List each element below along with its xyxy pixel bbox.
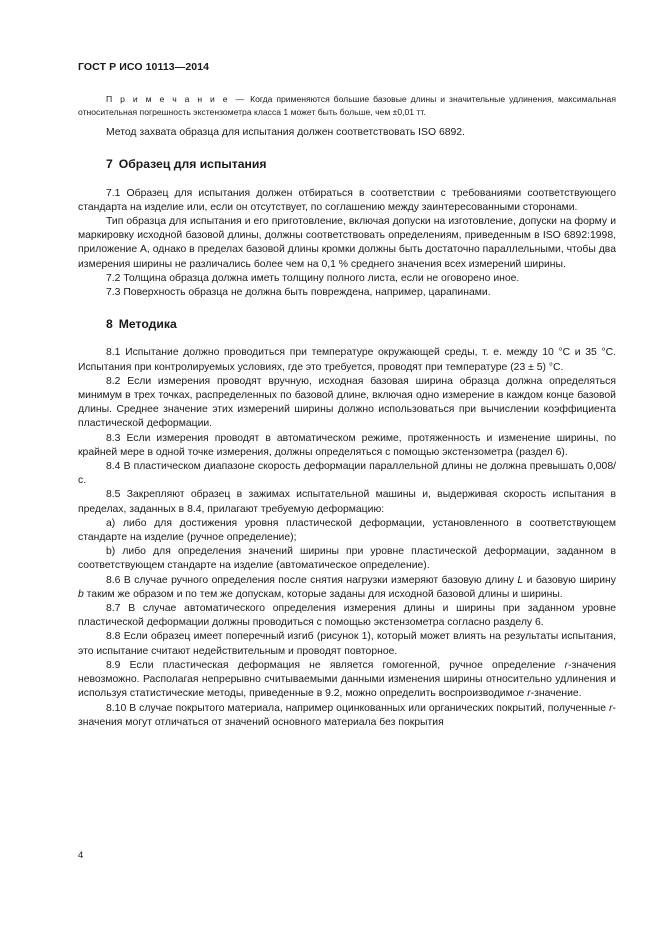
paragraph-8-1: 8.1 Испытание должно проводиться при температуре окружающей среды, т. е. между 10 °С и 35 °С. Испытания при контролируемых условиях, где это требуется, проводят при температуре (23 ± 5) °С. [78,347,616,373]
paragraph-8-8: 8.8 Если образец имеет поперечный изгиб (рисунок 1), который может влиять на результаты испытания, это испытание считают недействительным и проводят повторное. [78,631,616,657]
section-7-title: Образец для испытания [118,157,267,172]
symbol-r: r [609,702,613,714]
paragraph-8-6-text-start: 8.6 В случае ручного определения после снятия нагрузки измеряют базовую длину [106,574,518,586]
paragraph-8-5: 8.5 Закрепляют образец в зажимах испытательной машины и, выдерживая скорость испытания в пределах, заданных в 8.4, прилагают требуемую деформацию: [78,489,616,515]
page-content [78,93,616,730]
paragraph-7-3: 7.3 Поверхность образца не должна быть повреждена, например, царапинами. [106,287,491,299]
intro-paragraph: Метод захвата образца для испытания должен соответствовать ISO 6892. [106,127,465,139]
note-text: Когда применяются большие базовые длины и значительные удлинения, максимальная относительная погрешность экстензометра класса 1 может быть больше, чем ±0,01 тт. [78,94,616,117]
symbol-b: b [78,588,84,600]
paragraph-8-10-text-end: -значения могут отличаться от значений основного материала без покрытия [78,702,616,728]
paragraph-8-10 [78,702,616,730]
paragraph-8-2: 8.2 Если измерения проводят вручную, исходная базовая ширина образца должна определяться минимум в трех точках, распределенных по базовой длине, включая одно измерение в каждом конце базовой длины. Среднее значение этих измерений ширины должно использоваться при вычислении коэффициента пластической деформации. [78,375,616,430]
note-label: П р и м е ч а н и е — [106,94,247,104]
section-8-heading [106,317,616,331]
paragraph-8-6 [78,574,616,602]
document-header: ГОСТ Р ИСО 10113—2014 [78,61,210,73]
paragraph-8-5-b: b) либо для определения значений ширины при уровне пластической деформации, заданном в соответствующем стандарте на изделие (автоматическое определение). [78,546,616,572]
paragraph-8-6-text-mid: и базовую ширину [523,574,616,586]
section-8-title: Методика [118,317,177,332]
paragraph-8-9-text-end: -значение. [530,688,582,700]
page-number: 4 [78,850,84,861]
paragraph-8-4: 8.4 В пластическом диапазоне скорость деформации параллельной длины не должна превышать 0,008/с. [78,461,616,487]
paragraph-7-1: 7.1 Образец для испытания должен отбираться в соответствии с требованиями соответствующего стандарта на изделие или, если он отсутствует, по соглашению между заинтересованными сторонами. [78,187,616,213]
paragraph-8-10-text-start: 8.10 В случае покрытого материала, например оцинкованных или органических покрытий, полученные [106,702,610,714]
section-8-number: 8 [106,317,113,332]
section-7-number: 7 [106,157,113,172]
paragraph-8-9 [78,659,616,702]
paragraph-8-9-text-start: 8.9 Если пластическая деформация не является гомогенной, ручное определение [106,659,565,671]
paragraph-7-2: 7.2 Толщина образца должна иметь толщину полного листа, если не оговорено иное. [106,272,520,284]
paragraph-8-9-text-mid: -значения невозможно. Располагая непрерывно считываемыми данными изменения ширины относительно удлинения и используя статистические методы, приведенные в 9.2, можно определить воспроизводимое [78,659,616,700]
paragraph-8-6-text-end: таким же образом и по тем же допускам, которые заданы для исходной базовой длины и ширины. [83,588,563,600]
symbol-r: r [527,688,531,700]
symbol-L: L [517,574,524,586]
paragraph-8-7: 8.7 В случае автоматического определения измерения длины и ширины при заданном уровне пластической деформации должны проводиться с помощью экстензометра согласно разделу 6. [78,603,616,629]
note-paragraph [78,93,616,118]
symbol-r: r [564,659,569,671]
paragraph-8-5-a: a) либо для достижения уровня пластической деформации, установленного в соответствующем стандарте на изделие (ручное определение); [78,517,616,544]
paragraph-7-1-specimen-type: Тип образца для испытания и его приготовление, включая допуски на изготовление, допуски на форму и маркировку исходной базовой длины, должны соответствовать определениям, приведенным в ISO 6892:1998, приложение А, однако в пределах базовой длины кромки должны быть достаточно параллельными, чтобы два измерения ширины не различались более чем на 0,1 % среднего значения всех измерений ширины. [78,216,616,270]
section-7-heading [106,157,616,171]
paragraph-8-3: 8.3 Если измерения проводят в автоматическом режиме, протяженность и изменение ширины, по крайней мере в одной точке измерения, должны определяться с помощью экстензометра (раздел 6). [78,432,616,458]
